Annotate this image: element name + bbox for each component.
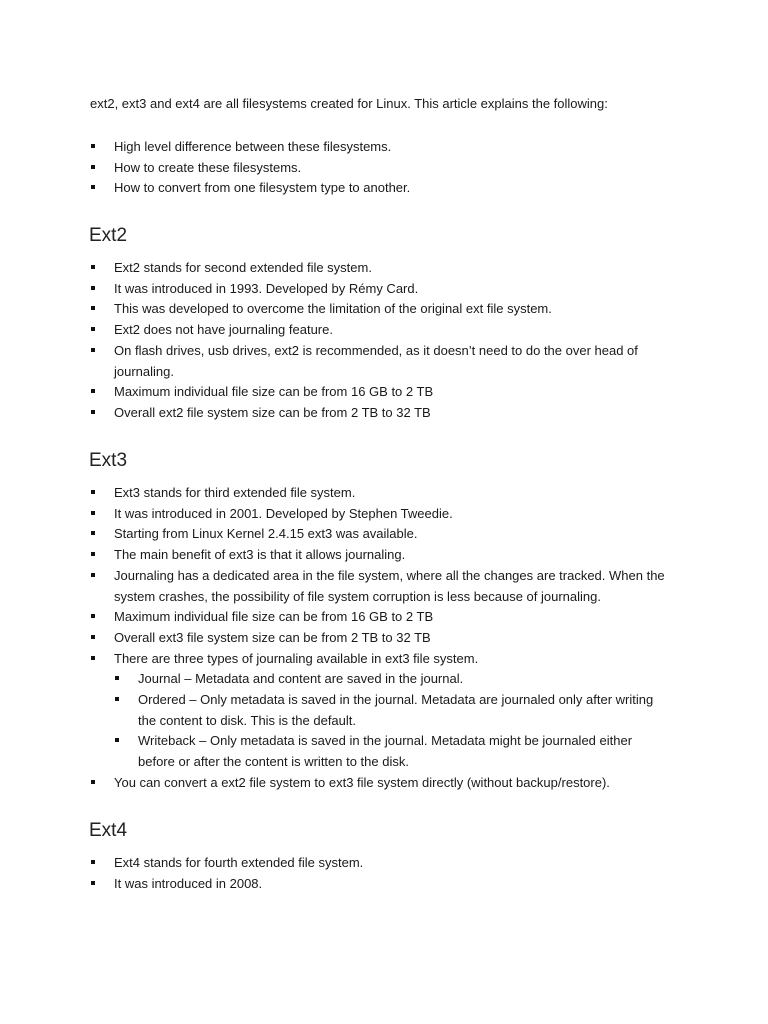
bullet-icon [91, 860, 95, 864]
list-item: It was introduced in 2001. Developed by Stephen Tweedie. [90, 504, 690, 525]
section-heading-ext2: Ext2 [89, 225, 128, 246]
list-item: Ext2 stands for second extended file system. [90, 258, 690, 279]
list-item: There are three types of journaling available in ext3 file system. Journal – Metadata and content are saved in the journal. Ordered – Only metadata is saved in the journal. Metadata are journaled only after writing the content to disk. This is the default. Writeback – Only metadata is saved in the journal. Metadata might be journaled either before or after the content is written to the disk. [90, 649, 690, 773]
list-item: It was introduced in 1993. Developed by Rémy Card. [90, 279, 690, 300]
bullet-icon [91, 144, 95, 148]
intro-paragraph: ext2, ext3 and ext4 are all filesystems created for Linux. This article explains the following: [90, 96, 608, 111]
list-item: This was developed to overcome the limitation of the original ext file system. [90, 299, 690, 320]
bullet-icon [91, 614, 95, 618]
list-item: Starting from Linux Kernel 2.4.15 ext3 was available. [90, 524, 690, 545]
list-item: Journaling has a dedicated area in the file system, where all the changes are tracked. When the system crashes, the possibility of file system corruption is less because of journaling. [90, 566, 694, 607]
list-item: High level difference between these filesystems. [90, 137, 690, 158]
intro-list [90, 137, 690, 199]
list-item: Ext2 does not have journaling feature. [90, 320, 690, 341]
list-item: How to convert from one filesystem type to another. [90, 178, 690, 199]
list-item: Ext3 stands for third extended file system. [90, 483, 690, 504]
list-item: Overall ext2 file system size can be from 2 TB to 32 TB [90, 403, 690, 424]
list-item: Maximum individual file size can be from 16 GB to 2 TB [90, 382, 690, 403]
bullet-icon [115, 697, 119, 701]
bullet-icon [115, 738, 119, 742]
ext2-list [90, 258, 690, 424]
sub-list-item: Ordered – Only metadata is saved in the journal. Metadata are journaled only after writing the content to disk. This is the default. [114, 690, 668, 731]
list-item: Ext4 stands for fourth extended file system. [90, 853, 690, 874]
section-heading-ext3: Ext3 [89, 450, 128, 471]
bullet-icon [91, 327, 95, 331]
bullet-icon [91, 410, 95, 414]
bullet-icon [91, 780, 95, 784]
bullet-icon [91, 490, 95, 494]
ext3-list [90, 483, 690, 794]
list-item: How to create these filesystems. [90, 158, 690, 179]
bullet-icon [91, 389, 95, 393]
list-item: Overall ext3 file system size can be from 2 TB to 32 TB [90, 628, 690, 649]
list-item: On flash drives, usb drives, ext2 is recommended, as it doesn’t need to do the over head of journaling. [90, 341, 674, 382]
bullet-icon [91, 573, 95, 577]
bullet-icon [91, 635, 95, 639]
list-item: You can convert a ext2 file system to ext3 file system directly (without backup/restore). [90, 773, 690, 794]
bullet-icon [91, 656, 95, 660]
list-item: The main benefit of ext3 is that it allows journaling. [90, 545, 690, 566]
bullet-icon [91, 348, 95, 352]
journaling-types-list [114, 669, 690, 773]
bullet-icon [91, 306, 95, 310]
bullet-icon [91, 511, 95, 515]
bullet-icon [91, 165, 95, 169]
list-item: It was introduced in 2008. [90, 874, 690, 895]
bullet-icon [115, 676, 119, 680]
bullet-icon [91, 185, 95, 189]
sub-list-item: Journal – Metadata and content are saved in the journal. [114, 669, 690, 690]
bullet-icon [91, 265, 95, 269]
section-heading-ext4: Ext4 [89, 820, 128, 841]
bullet-icon [91, 881, 95, 885]
bullet-icon [91, 552, 95, 556]
sub-list-item: Writeback – Only metadata is saved in the journal. Metadata might be journaled either before or after the content is written to the disk. [114, 731, 648, 772]
bullet-icon [91, 286, 95, 290]
list-item: Maximum individual file size can be from 16 GB to 2 TB [90, 607, 690, 628]
bullet-icon [91, 531, 95, 535]
ext4-list [90, 853, 690, 894]
